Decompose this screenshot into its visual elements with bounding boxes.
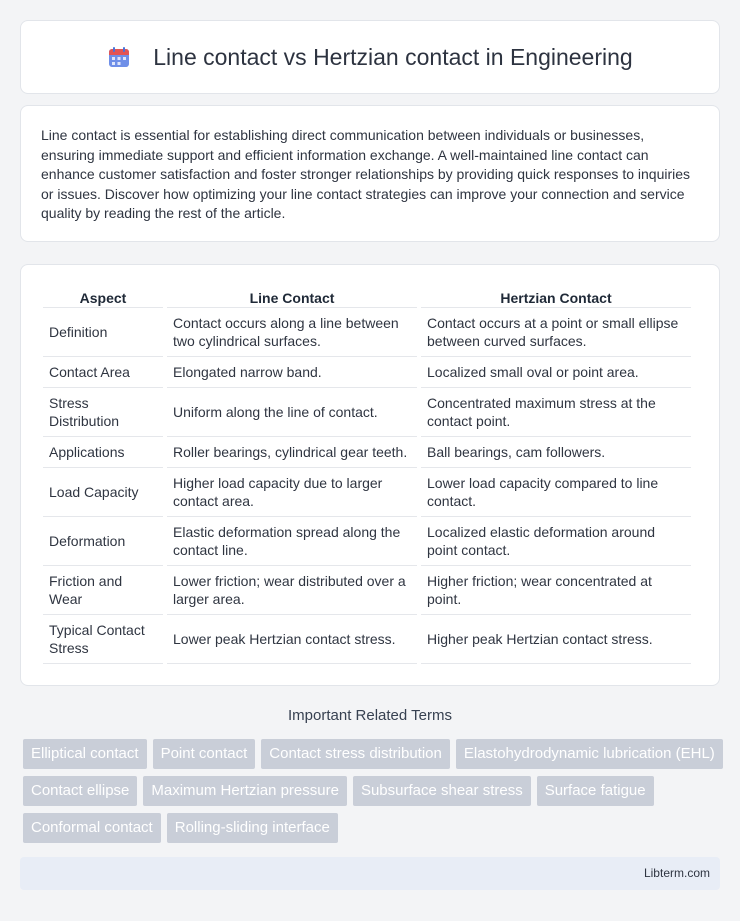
header-hertzian-contact: Hertzian Contact <box>421 285 691 308</box>
related-term-tag[interactable]: Conformal contact <box>23 813 161 843</box>
table-row <box>43 357 691 388</box>
cell-hertzian-contact: Ball bearings, cam followers. <box>421 437 691 468</box>
cell-aspect: Load Capacity <box>43 468 163 517</box>
related-term-tag[interactable]: Contact ellipse <box>23 776 137 806</box>
cell-hertzian-contact: Higher friction; wear concentrated at point. <box>421 566 691 615</box>
table-row <box>43 388 691 437</box>
cell-aspect: Contact Area <box>43 357 163 388</box>
related-terms-list <box>23 739 723 843</box>
intro-card <box>20 105 720 242</box>
cell-aspect: Applications <box>43 437 163 468</box>
cell-hertzian-contact: Concentrated maximum stress at the contact point. <box>421 388 691 437</box>
cell-aspect: Deformation <box>43 517 163 566</box>
cell-line-contact: Elastic deformation spread along the contact line. <box>167 517 417 566</box>
footer <box>20 857 720 890</box>
header-aspect: Aspect <box>43 285 163 308</box>
table-row <box>43 517 691 566</box>
table-row <box>43 437 691 468</box>
cell-line-contact: Roller bearings, cylindrical gear teeth. <box>167 437 417 468</box>
cell-line-contact: Contact occurs along a line between two cylindrical surfaces. <box>167 308 417 357</box>
calendar-icon <box>107 45 131 69</box>
page-title: Line contact vs Hertzian contact in Engineering <box>153 43 633 70</box>
cell-hertzian-contact: Contact occurs at a point or small ellipse between curved surfaces. <box>421 308 691 357</box>
related-term-tag[interactable]: Contact stress distribution <box>261 739 450 769</box>
header-card <box>20 20 720 94</box>
cell-line-contact: Elongated narrow band. <box>167 357 417 388</box>
cell-line-contact: Lower friction; wear distributed over a larger area. <box>167 566 417 615</box>
footer-site-link[interactable]: Libterm.com <box>643 866 710 880</box>
related-term-tag[interactable]: Elastohydrodynamic lubrication (EHL) <box>456 739 723 769</box>
cell-line-contact: Higher load capacity due to larger contact area. <box>167 468 417 517</box>
related-term-tag[interactable]: Rolling-sliding interface <box>167 813 338 843</box>
related-term-tag[interactable]: Elliptical contact <box>23 739 147 769</box>
table-row <box>43 615 691 664</box>
cell-aspect: Friction and Wear <box>43 566 163 615</box>
cell-aspect: Definition <box>43 308 163 357</box>
table-row <box>43 308 691 357</box>
table-row <box>43 468 691 517</box>
related-term-tag[interactable]: Maximum Hertzian pressure <box>143 776 347 806</box>
cell-aspect: Stress Distribution <box>43 388 163 437</box>
related-term-tag[interactable]: Subsurface shear stress <box>353 776 531 806</box>
cell-aspect: Typical Contact Stress <box>43 615 163 664</box>
related-term-tag[interactable]: Point contact <box>153 739 256 769</box>
comparison-table <box>39 285 695 664</box>
cell-hertzian-contact: Higher peak Hertzian contact stress. <box>421 615 691 664</box>
cell-hertzian-contact: Localized elastic deformation around point contact. <box>421 517 691 566</box>
cell-hertzian-contact: Lower load capacity compared to line contact. <box>421 468 691 517</box>
header-line-contact: Line Contact <box>167 285 417 308</box>
table-row <box>43 566 691 615</box>
intro-text: Line contact is essential for establishing direct communication between individuals or businesses, ensuring immediate support and efficient information exchange. A well-maintained line contact can enhance customer satisfaction and foster stronger relationships by providing quick responses to inquiries or issues. Discover how optimizing your line contact strategies can improve your connection and service quality by reading the rest of the article. <box>41 127 691 222</box>
cell-line-contact: Uniform along the line of contact. <box>167 388 417 437</box>
related-term-tag[interactable]: Surface fatigue <box>537 776 654 806</box>
related-terms-title: Important Related Terms <box>288 707 452 724</box>
comparison-table-card <box>20 264 720 686</box>
cell-hertzian-contact: Localized small oval or point area. <box>421 357 691 388</box>
cell-line-contact: Lower peak Hertzian contact stress. <box>167 615 417 664</box>
